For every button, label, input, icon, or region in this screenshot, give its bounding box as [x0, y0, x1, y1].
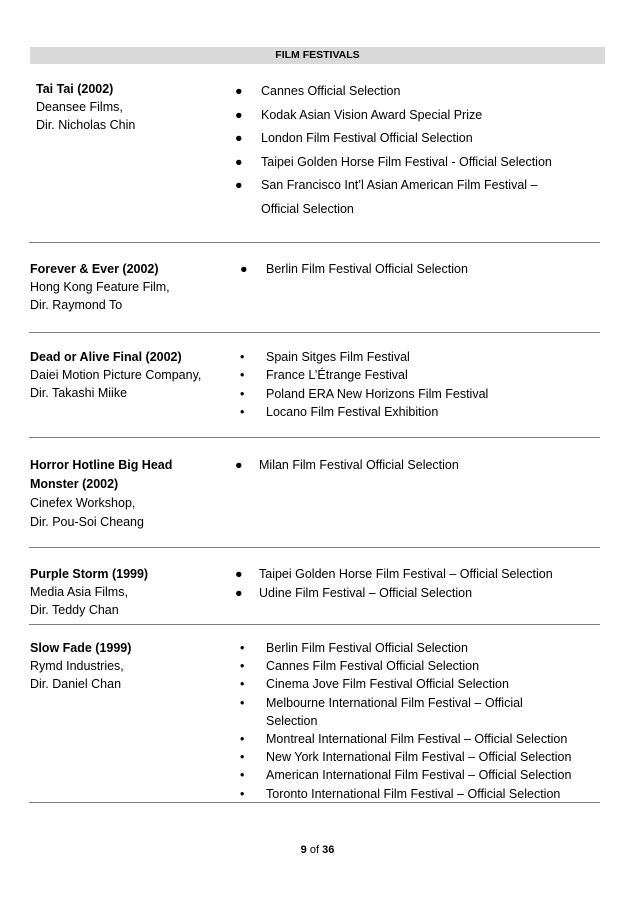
- divider: [29, 332, 600, 333]
- festival-list: [240, 348, 600, 421]
- list-item: ● Taipei Golden Horse Film Festival - Official Selection: [235, 151, 595, 175]
- film-title: Horror Hotline Big Head Monster (2002): [30, 458, 173, 491]
- bullet-icon: ●: [240, 262, 248, 276]
- list-item: • New York International Film Festival – Official Selection: [240, 748, 605, 766]
- film-info: [36, 80, 236, 134]
- list-item: ● London Film Festival Official Selection: [235, 127, 595, 151]
- film-info: [30, 565, 230, 619]
- total-pages: 36: [322, 844, 335, 856]
- list-item: • American International Film Festival – Official Selection: [240, 766, 605, 784]
- film-info: [30, 639, 230, 693]
- list-item: • France L’Étrange Festival: [240, 366, 600, 384]
- film-company: Hong Kong Feature Film,: [30, 280, 170, 294]
- list-item: ● Kodak Asian Vision Award Special Prize: [235, 104, 595, 128]
- list-item: • Cinema Jove Film Festival Official Selection: [240, 675, 605, 693]
- list-item: ● San Francisco Int’l Asian American Film Festival – Official Selection: [235, 174, 595, 221]
- bullet-icon: •: [240, 768, 245, 783]
- film-director: Dir. Daniel Chan: [30, 677, 122, 691]
- current-page: 9: [300, 844, 307, 856]
- bullet-icon: •: [240, 695, 245, 710]
- film-title: Purple Storm (1999): [30, 567, 149, 581]
- film-company: Rymd Industries,: [30, 659, 124, 673]
- bullet-icon: ●: [235, 131, 243, 145]
- bullet-icon: ●: [235, 458, 243, 472]
- bullet-icon: •: [240, 350, 245, 364]
- list-item: • Berlin Film Festival Official Selection: [240, 639, 605, 657]
- bullet-icon: •: [240, 368, 245, 383]
- list-item: ● Milan Film Festival Official Selection: [235, 458, 459, 472]
- list-item: ● Udine Film Festival – Official Selection: [235, 584, 600, 603]
- page-number: [0, 844, 635, 856]
- festival-list: [235, 456, 595, 474]
- bullet-icon: ●: [235, 107, 243, 122]
- divider: [29, 437, 600, 438]
- divider: [29, 547, 600, 548]
- film-info: [30, 456, 205, 532]
- list-item: • Toronto International Film Festival – Official Selection: [240, 785, 605, 803]
- divider: [29, 624, 600, 625]
- film-company: Cinefex Workshop,: [30, 496, 136, 510]
- bullet-icon: •: [240, 641, 245, 655]
- film-director: Dir. Teddy Chan: [30, 603, 119, 617]
- list-item: ● Berlin Film Festival Official Selection: [240, 262, 468, 276]
- bullet-icon: •: [240, 786, 245, 801]
- bullet-icon: •: [240, 386, 245, 401]
- bullet-icon: ●: [235, 154, 243, 169]
- film-director: Dir. Takashi Miike: [30, 386, 128, 400]
- list-item: • Montreal International Film Festival – Official Selection: [240, 730, 605, 748]
- film-title: Forever & Ever (2002): [30, 262, 159, 276]
- festival-list: [235, 80, 595, 221]
- divider: [29, 802, 600, 803]
- bullet-icon: •: [240, 659, 245, 674]
- bullet-icon: ●: [235, 567, 243, 581]
- list-item: • Poland ERA New Horizons Film Festival: [240, 385, 600, 403]
- film-director: Dir. Pou-Soi Cheang: [30, 515, 144, 529]
- bullet-icon: ●: [235, 178, 243, 192]
- bullet-icon: ●: [235, 585, 243, 600]
- festival-list: [240, 260, 600, 278]
- bullet-icon: ●: [235, 84, 243, 98]
- film-company: Media Asia Films,: [30, 585, 128, 599]
- film-title: Slow Fade (1999): [30, 641, 132, 655]
- bullet-icon: •: [240, 750, 245, 765]
- divider: [29, 242, 600, 243]
- list-item: ● Cannes Official Selection: [235, 80, 595, 104]
- page-of-label: of: [309, 844, 320, 856]
- section-header: [30, 47, 605, 64]
- list-item: • Locano Film Festival Exhibition: [240, 403, 600, 421]
- festival-list: [240, 639, 605, 803]
- film-company: Deansee Films,: [36, 100, 123, 114]
- film-title: Tai Tai (2002): [36, 82, 114, 96]
- bullet-icon: •: [240, 404, 245, 419]
- film-title: Dead or Alive Final (2002): [30, 350, 182, 364]
- film-director: Dir. Nicholas Chin: [36, 118, 136, 132]
- bullet-icon: •: [240, 677, 245, 692]
- film-director: Dir. Raymond To: [30, 298, 123, 312]
- section-title: FILM FESTIVALS: [275, 49, 360, 61]
- list-item: ● Taipei Golden Horse Film Festival – Official Selection: [235, 565, 600, 584]
- list-item: • Cannes Film Festival Official Selection: [240, 657, 605, 675]
- film-info: [30, 348, 230, 402]
- film-company: Daiei Motion Picture Company,: [30, 368, 202, 382]
- list-item: • Melbourne International Film Festival – Official Selection: [240, 695, 523, 728]
- film-info: [30, 260, 230, 314]
- festival-list: [235, 565, 600, 602]
- list-item: • Spain Sitges Film Festival: [240, 348, 600, 366]
- bullet-icon: •: [240, 732, 245, 747]
